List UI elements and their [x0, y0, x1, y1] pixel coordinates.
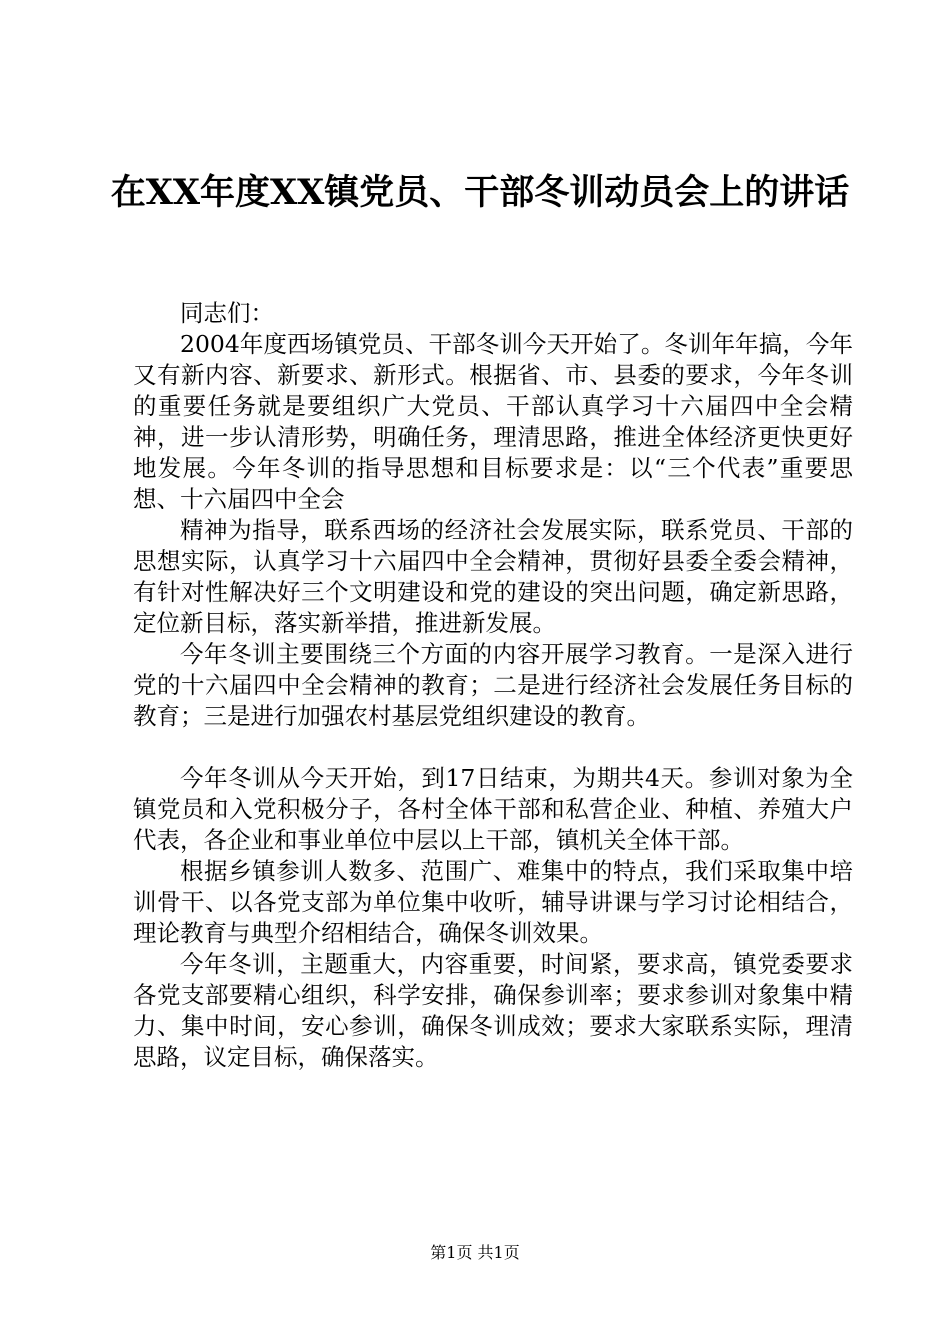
- paragraph-3: 今年冬训主要围绕三个方面的内容开展学习教育。一是深入进行党的十六届四中全会精神的教育；二是进行经济社会发展任务目标的教育；三是进行加强农村基层党组织建设的教育。: [133, 640, 853, 730]
- page-footer: 第1页 共1页: [430, 1243, 520, 1262]
- paragraph-1: 2004年度西场镇党员、干部冬训今天开始了。冬训年年搞，今年又有新内容、新要求、新形式。根据省、市、县委的要求，今年冬训的重要任务就是要组织广大党员、干部认真学习十六届四中全会精神，进一步认清形势，明确任务，理清思路，推进全体经济更快更好地发展。今年冬训的指导思想和目标要求是：以“三个代表”重要思想、十六届四中全会: [133, 330, 853, 513]
- document-body: [133, 298, 853, 1073]
- document-title: 在XX年度XX镇党员、干部冬训动员会上的讲话: [110, 172, 850, 213]
- greeting: 同志们：: [180, 299, 274, 327]
- paragraph-6: 今年冬训，主题重大，内容重要，时间紧，要求高，镇党委要求各党支部要精心组织，科学安排，确保参训率；要求参训对象集中精力、集中时间，安心参训，确保冬训成效；要求大家联系实际，理清思路，议定目标，确保落实。: [133, 950, 853, 1071]
- paragraph-4: 今年冬训从今天开始，到17日结束，为期共4天。参训对象为全镇党员和入党积极分子，各村全体干部和私营企业、种植、养殖大户代表，各企业和事业单位中层以上干部，镇机关全体干部。: [133, 764, 853, 854]
- paragraph-5: 根据乡镇参训人数多、范围广、难集中的特点，我们采取集中培训骨干、以各党支部为单位集中收听，辅导讲课与学习讨论相结合，理论教育与典型介绍相结合，确保冬训效果。: [133, 857, 853, 947]
- paragraph-2: 精神为指导，联系西场的经济社会发展实际，联系党员、干部的思想实际，认真学习十六届四中全会精神，贯彻好县委全委会精神，有针对性解决好三个文明建设和党的建设的突出问题，确定新思路，定位新目标，落实新举措，推进新发展。: [133, 516, 853, 637]
